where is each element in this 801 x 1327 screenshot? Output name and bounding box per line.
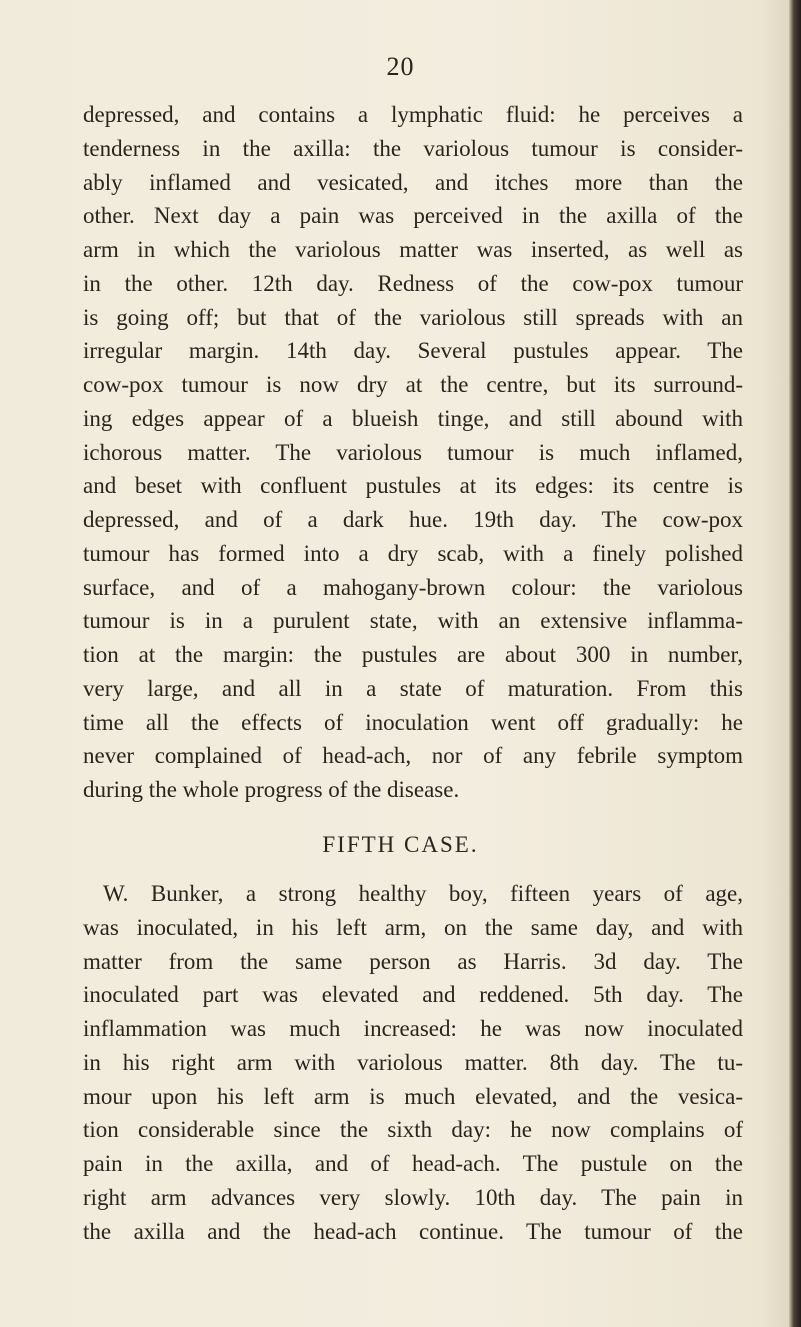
text-line: surface, and of a mahogany-brown colour: the variolous <box>83 574 743 600</box>
text-line: tumour has formed into a dry scab, with a finely polished <box>83 540 743 566</box>
text-line: ichorous matter. The variolous tumour is much inflamed, <box>83 439 743 465</box>
page-number: 20 <box>386 52 415 81</box>
text-line: cow-pox tumour is now dry at the centre, but its surround- <box>83 372 743 397</box>
section-heading: FIFTH CASE. <box>322 832 479 857</box>
paragraph-continued <box>83 98 743 807</box>
text-line: depressed, and of a dark hue. 19th day. The cow-pox <box>83 507 743 532</box>
text-line: tumour is in a purulent state, with an extensive inflamma- <box>83 608 743 634</box>
text-line: matter from the same person as Harris. 3d day. The <box>83 948 743 974</box>
text-line: mour upon his left arm is much elevated, and the vesica- <box>83 1083 743 1109</box>
text-line: other. Next day a pain was perceived in the axilla of the <box>83 203 743 229</box>
text-line: the axilla and the head-ach continue. The tumour of the <box>83 1218 743 1244</box>
text-line: ing edges appear of a blueish tinge, and still abound with <box>83 405 743 431</box>
text-line: during the whole progress of the disease. <box>83 777 460 802</box>
text-line: tenderness in the axilla: the variolous tumour is consider- <box>83 135 743 161</box>
text-line: and beset with confluent pustules at its edges: its centre is <box>83 473 743 499</box>
text-line: inflammation was much increased: he was now inoculated <box>83 1016 743 1041</box>
text-line: was inoculated, in his left arm, on the same day, and with <box>83 914 743 940</box>
paragraph-fifth-case <box>83 877 743 1248</box>
text-line: tion considerable since the sixth day: he now complains of <box>83 1117 743 1143</box>
text-line: is going off; but that of the variolous still spreads with an <box>83 304 743 330</box>
text-line: time all the effects of inoculation went off gradually: he <box>83 709 743 735</box>
text-line: very large, and all in a state of maturation. From this <box>83 675 743 701</box>
text-line: depressed, and contains a lymphatic fluid: he perceives a <box>83 102 743 127</box>
text-line: in his right arm with variolous matter. 8th day. The tu- <box>83 1049 743 1075</box>
text-line: ably inflamed and vesicated, and itches more than the <box>83 169 743 195</box>
text-line: tion at the margin: the pustules are about 300 in number, <box>83 642 743 667</box>
text-line: arm in which the variolous matter was inserted, as well as <box>83 237 743 262</box>
text-line: pain in the axilla, and of head-ach. The pustule on the <box>83 1151 743 1176</box>
text-line: W. Bunker, a strong healthy boy, fifteen years of age, <box>103 881 743 906</box>
text-line: irregular margin. 14th day. Several pustules appear. The <box>83 338 743 364</box>
text-line: right arm advances very slowly. 10th day. The pain in <box>83 1184 743 1210</box>
text-line: in the other. 12th day. Redness of the cow-pox tumour <box>83 270 743 296</box>
page-edge-shadow <box>789 0 801 1327</box>
text-line: never complained of head-ach, nor of any febrile symptom <box>83 743 743 769</box>
text-line: inoculated part was elevated and reddened. 5th day. The <box>83 982 743 1008</box>
